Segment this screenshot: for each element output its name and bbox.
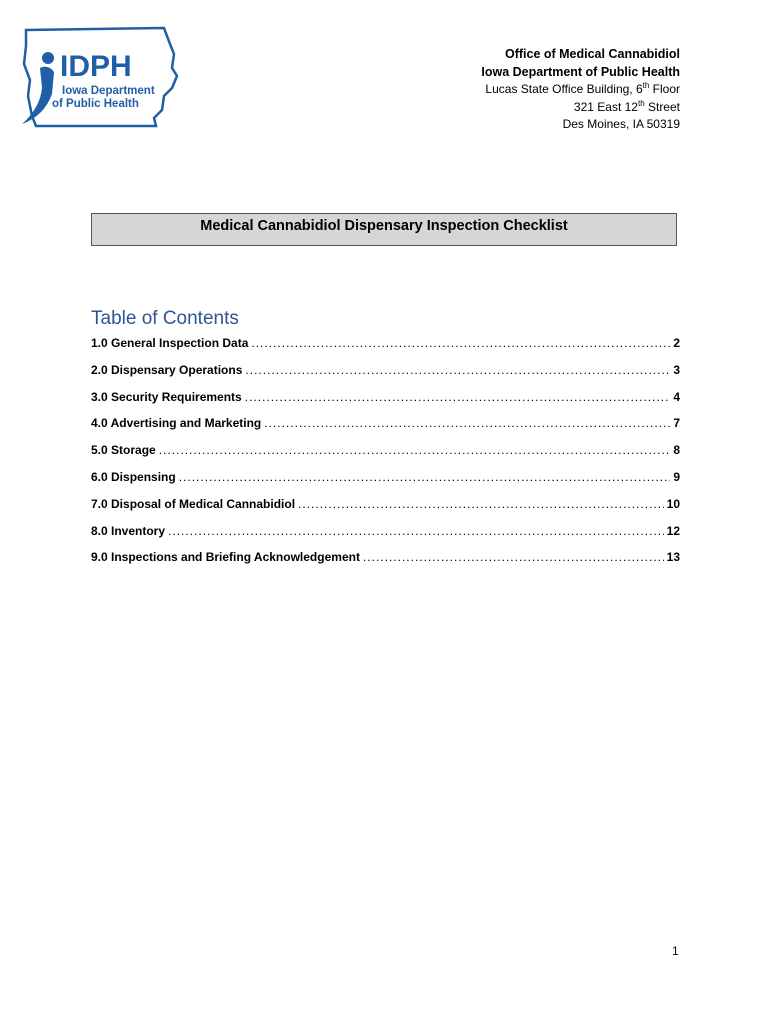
toc-entry[interactable] — [91, 524, 680, 551]
toc-entry[interactable] — [91, 550, 680, 577]
toc-entry-label: 8.0 Inventory — [91, 523, 166, 538]
toc-entry[interactable] — [91, 390, 680, 417]
document-title: Medical Cannabidiol Dispensary Inspection Checklist — [91, 213, 677, 246]
toc-entry-page: 2 — [673, 336, 680, 350]
toc-entry-label: 4.0 Advertising and Marketing — [91, 416, 262, 431]
toc-entry-page: 3 — [673, 362, 680, 377]
toc-heading: Table of Contents — [91, 308, 239, 329]
toc-entry-label: 3.0 Security Requirements — [91, 389, 242, 404]
toc-entry-label: 2.0 Dispensary Operations — [91, 362, 243, 377]
toc-dot-leader — [264, 416, 670, 430]
logo-line1: Iowa Department — [62, 85, 155, 97]
toc-dot-leader — [245, 363, 670, 377]
idph-logo — [14, 24, 184, 128]
iowa-state-outline-icon — [14, 24, 184, 128]
toc-dot-leader — [168, 524, 664, 538]
toc-dot-leader — [245, 390, 671, 404]
logo-line2: of Public Health — [52, 98, 139, 110]
toc-entry-page: 12 — [666, 523, 680, 538]
table-of-contents — [91, 336, 680, 577]
toc-entry-label: 9.0 Inspections and Briefing Acknowledgement — [91, 550, 360, 565]
page-number: 1 — [672, 944, 679, 958]
toc-entry-label: 6.0 Dispensing — [91, 469, 176, 484]
toc-dot-leader — [179, 470, 671, 484]
toc-entry[interactable] — [91, 336, 680, 363]
toc-entry[interactable] — [91, 470, 680, 497]
office-name: Office of Medical Cannabidiol — [504, 47, 680, 61]
toc-dot-leader — [298, 497, 664, 511]
toc-dot-leader — [159, 443, 671, 457]
toc-entry-label: 7.0 Disposal of Medical Cannabidiol — [91, 496, 296, 511]
toc-dot-leader — [363, 550, 664, 564]
toc-entry[interactable] — [91, 363, 680, 390]
toc-entry[interactable] — [91, 443, 680, 470]
department-name: Iowa Department of Public Health — [481, 64, 680, 79]
toc-entry-label: 5.0 Storage — [91, 443, 156, 458]
toc-dot-leader — [251, 336, 670, 350]
address-block — [481, 46, 680, 134]
toc-entry-page: 7 — [673, 416, 680, 431]
street-line: 321 East 12th Street — [573, 98, 680, 114]
toc-entry[interactable] — [91, 416, 680, 443]
city-line: Des Moines, IA 50319 — [562, 117, 680, 131]
toc-entry-page: 4 — [673, 389, 680, 404]
toc-entry-page: 13 — [666, 550, 680, 565]
toc-entry-page: 8 — [673, 443, 680, 458]
toc-entry-page: 10 — [666, 496, 680, 511]
logo-acronym: IDPH — [60, 50, 132, 83]
toc-entry-page: 9 — [673, 469, 680, 484]
building-line: Lucas State Office Building, 6th Floor — [485, 81, 680, 96]
toc-entry[interactable] — [91, 497, 680, 524]
toc-entry-label: 1.0 General Inspection Data — [91, 336, 249, 350]
